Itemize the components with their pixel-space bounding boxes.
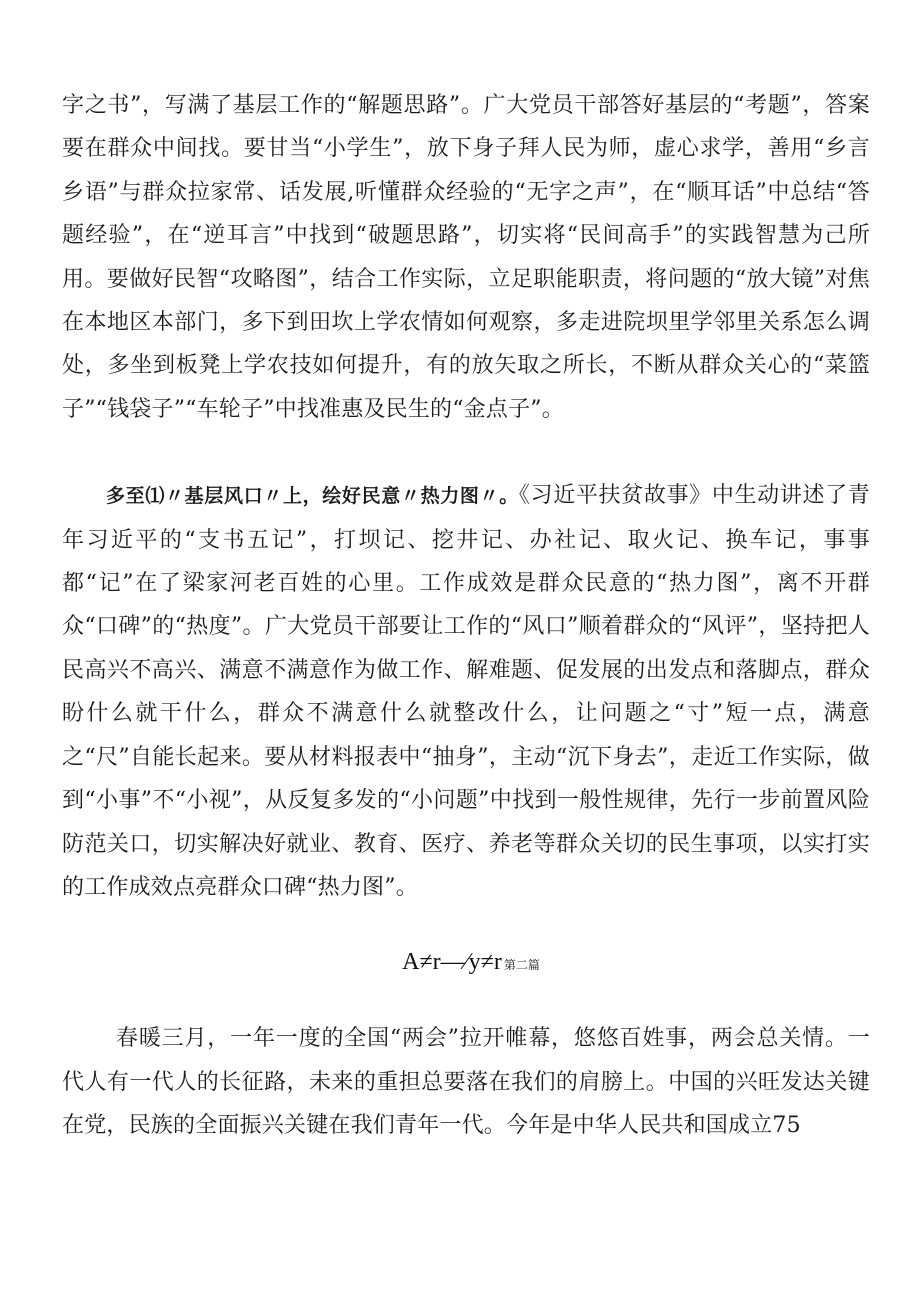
section-heading-label: 第二篇 bbox=[503, 958, 540, 973]
paragraph-1: 字之书”，写满了基层工作的“解题思路”。广大党员干部答好基层的“考题”，答案要在群众中间找。要甘当“小学生”，放下身子拜人民为师，虚心求学，善用“乡言乡语”与群众拉家常、话发展,听懂群众经验的“无字之声”，在“顺耳话”中总结“答题经验”，在“逆耳言”中找到“破题思路”，切实将“民间高手”的实践智慧为己所用。要做好民智“攻略图”，结合工作实际，立足职能职责，将问题的“放大镜”对焦在本地区本部门，多下到田坎上学农情如何观察，多走进院坝里学邻里关系怎么调处，多坐到板凳上学农技如何提升，有的放矢取之所长，不断从群众关心的“菜篮子”“钱袋子”“车轮子”中找准惠及民生的“金点子”。 bbox=[62, 93, 870, 422]
paragraph-2-body: 《习近平扶贫故事》中生动讲述了青年习近平的“支书五记”，打坝记、挖井记、办社记、取火记、换车记，事事都“记”在了梁家河老百姓的心里。工作成效是群众民意的“热力图”，离不开群众“口碑”的“热度”。广大党员干部要让工作的“风口”顺着群众的“风评”，坚持把人民高兴不高兴、满意不满意作为做工作、解难题、促发展的出发点和落脚点，群众盼什么就干什么，群众不满意什么就整改什么，让问题之“寸”短一点，满意之“尺”自能长起来。要从材料报表中“抽身”，主动“沉下身去”，走近工作实际，做到“小事”不“小视”，从反复多发的“小问题”中找到一般性规律，先行一步前置风险防范关口，切实解决好就业、教育、医疗、养老等群众关切的民生事项，以实打实的工作成效点亮群众口碑“热力图”。 bbox=[62, 483, 871, 900]
section-heading bbox=[62, 949, 870, 993]
document-page bbox=[62, 84, 870, 1148]
paragraph-3: 春暖三月，一年一度的全国“两会”拉开帷幕，悠悠百姓事，两会总关情。一代人有一代人的长征路，未来的重担总要落在我们的肩膀上。中国的兴旺发达关键在党，民族的全面振兴关键在我们青年一代。今年是中华人民共和国成立75 bbox=[62, 1026, 870, 1139]
paragraph-2-lead: 多至⑴〃基层风口〃上，绘好民意〃热力图〃。 bbox=[106, 485, 519, 508]
paragraph-2 bbox=[62, 474, 870, 909]
section-heading-text: A≠r—∕y≠r bbox=[402, 949, 502, 976]
